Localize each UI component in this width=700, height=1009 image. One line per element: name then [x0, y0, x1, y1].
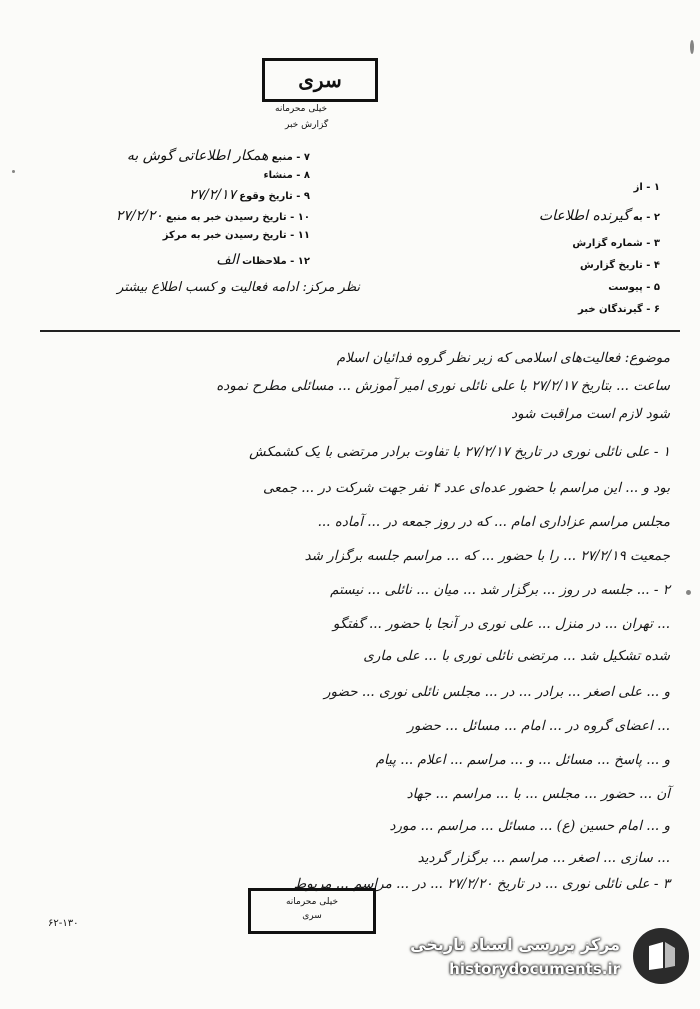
field-remarks: ۱۲ - ملاحظات الف	[216, 252, 310, 268]
report-type-label: گزارش خبر	[285, 120, 329, 130]
body-line: ۱ - علی نائلی نوری در تاریخ ۲۷/۲/۱۷ با تفاوت برادر مرتضی با یک کشمکش	[249, 444, 670, 460]
body-line: ساعت ... بتاریخ ۲۷/۲/۱۷ با علی نائلی نوری امیر آموزش ... مسائلی مطرح نموده	[216, 378, 670, 394]
body-line: ... تهران ... در منزل ... علی نوری در آنجا با حضور ... گفتگو	[332, 616, 670, 632]
watermark-url: historydocuments.ir	[449, 960, 620, 978]
field-source-date: ۱۰ - تاریخ رسیدن خبر به منبع ۲۷/۲/۲۰	[115, 208, 310, 224]
body-line: شده تشکیل شد ... مرتضی نائلی نوری با ... علی ماری	[363, 648, 670, 664]
body-line: مجلس مراسم عزاداری امام ... که در روز جمعه در ... آماده ...	[317, 514, 670, 530]
body-line: جمعیت ۲۷/۲/۱۹ ... را با حضور ... که ... مراسم جلسه برگزار شد	[304, 548, 670, 564]
body-line: آن ... حضور ... مجلس ... با ... مراسم ... جهاد	[406, 786, 670, 802]
scan-speck	[12, 170, 15, 173]
field-report-number: ۳ - شماره گزارش	[572, 238, 660, 249]
field-report-date: ۴ - تاریخ گزارش	[580, 260, 660, 271]
bottom-stamp-line1: خیلی محرمانه	[285, 897, 339, 907]
watermark-title: مرکز بررسی اسناد تاریخی	[410, 935, 620, 954]
field-source: ۷ - منبع همکار اطلاعاتی گوش به	[126, 148, 310, 164]
field-attachment: ۵ - پیوست	[608, 282, 660, 293]
field-recipients: ۶ - گیرندگان خبر	[578, 304, 660, 315]
body-line: و ... امام حسین (ع) ... مسائل ... مراسم ... مورد	[389, 818, 670, 834]
body-line: ... اعضای گروه در ... امام ... مسائل ... حضور	[407, 718, 670, 734]
field-to: ۲ - به گیرنده اطلاعات	[538, 208, 660, 224]
body-line: ۳ - علی نائلی نوری ... در تاریخ ۲۷/۲/۲۰ ... در ... مراسم ... مربوط	[293, 876, 670, 892]
body-line: و ... علی اصغر ... برادر ... در ... مجلس نائلی نوری ... حضور	[324, 684, 670, 700]
center-note: نظر مرکز: ادامه فعالیت و کسب اطلاع بیشتر	[117, 280, 360, 295]
classification-stamp-top	[262, 58, 378, 102]
sub-stamp-label: خیلی محرمانه	[275, 104, 328, 114]
header-divider	[40, 330, 680, 332]
body-line: شود لازم است مراقبت شود	[511, 406, 670, 422]
page-code: ۶۲-۱۳۰	[48, 918, 79, 929]
classification-stamp-text: سری	[298, 68, 342, 92]
field-origin: ۸ - منشاء	[263, 170, 310, 181]
archive-logo-icon	[633, 928, 689, 984]
scan-speck	[690, 40, 694, 54]
classification-stamp-bottom	[248, 888, 376, 934]
field-from: ۱ - از	[633, 182, 660, 193]
bottom-stamp-line2: سری	[302, 911, 322, 921]
scan-speck	[686, 590, 691, 595]
body-line: ۲ - ... جلسه در روز ... برگزار شد ... میان ... نائلی ... نیستم	[330, 582, 670, 598]
body-line: بود و ... این مراسم با حضور عده‌ای عدد ۴ نفر جهت شرکت در ... جمعی	[262, 480, 670, 496]
body-line: ... سازی ... اصغر ... مراسم ... برگزار گردید	[417, 850, 670, 866]
field-event-date: ۹ - تاریخ وقوع ۲۷/۲/۱۷	[188, 187, 310, 203]
body-line: و ... پاسخ ... مسائل ... و ... مراسم ... اعلام ... پیام	[375, 752, 670, 768]
body-line: موضوع: فعالیت‌های اسلامی که زیر نظر گروه فدائیان اسلام	[336, 350, 670, 366]
field-center-date: ۱۱ - تاریخ رسیدن خبر به مرکز	[162, 230, 310, 241]
